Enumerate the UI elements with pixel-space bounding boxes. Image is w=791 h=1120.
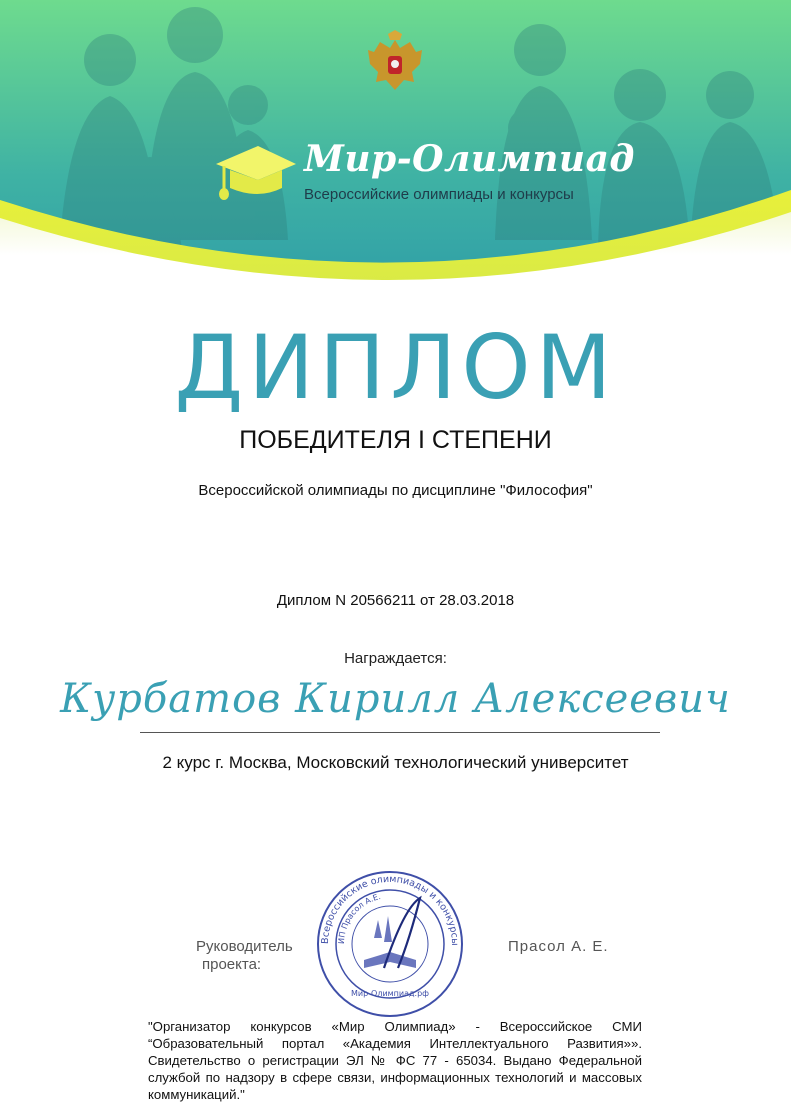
- site-logo: [212, 136, 635, 216]
- diploma-subtitle: ПОБЕДИТЕЛЯ I СТЕПЕНИ: [239, 426, 552, 454]
- project-head-label-line2: проекта:: [202, 956, 262, 973]
- organizer-footer: "Организатор конкурсов «Мир Олимпиад» - Всероссийское СМИ “Образовательный портал «Академия Интеллектуального Развития»». Свидетельство о регистрации ЭЛ № ФС 77 - 65034. Выдано Федеральной службой по надзору в сфере связи, информационных технологий и массовых коммуникаций.": [148, 1019, 642, 1102]
- russian-coat-of-arms-icon: [364, 30, 426, 96]
- project-head-label: [196, 938, 296, 974]
- seal-site: Мир-Олимпиад.рф: [350, 989, 430, 998]
- name-underline: [140, 732, 660, 733]
- logo-title: Мир-Олимпиад: [304, 138, 635, 180]
- recipient-details: 2 курс г. Москва, Московский технологический университет: [162, 753, 629, 772]
- olympiad-description: Всероссийской олимпиады по дисциплине "Философия": [198, 482, 593, 499]
- graduation-cap-icon: [212, 136, 298, 208]
- official-stamp: [314, 868, 466, 1020]
- header-banner: [0, 0, 791, 320]
- seal-inner-text: ИП Прасол А.Е.: [336, 892, 382, 945]
- awarded-label: Награждается:: [344, 650, 447, 667]
- diploma-number: Диплом N 20566211 от 28.03.2018: [276, 592, 515, 609]
- diploma-title: ДИПЛОМ: [174, 316, 617, 419]
- logo-subtitle: Всероссийские олимпиады и конкурсы: [304, 186, 574, 203]
- project-head-name: Прасол А. Е.: [508, 938, 609, 955]
- project-head-label-line1: Руководитель: [196, 938, 293, 955]
- recipient-name: Курбатов Кирилл Алексеевич: [60, 676, 731, 722]
- seal-outer-text: Всероссийские олимпиады и конкурсы: [319, 873, 461, 946]
